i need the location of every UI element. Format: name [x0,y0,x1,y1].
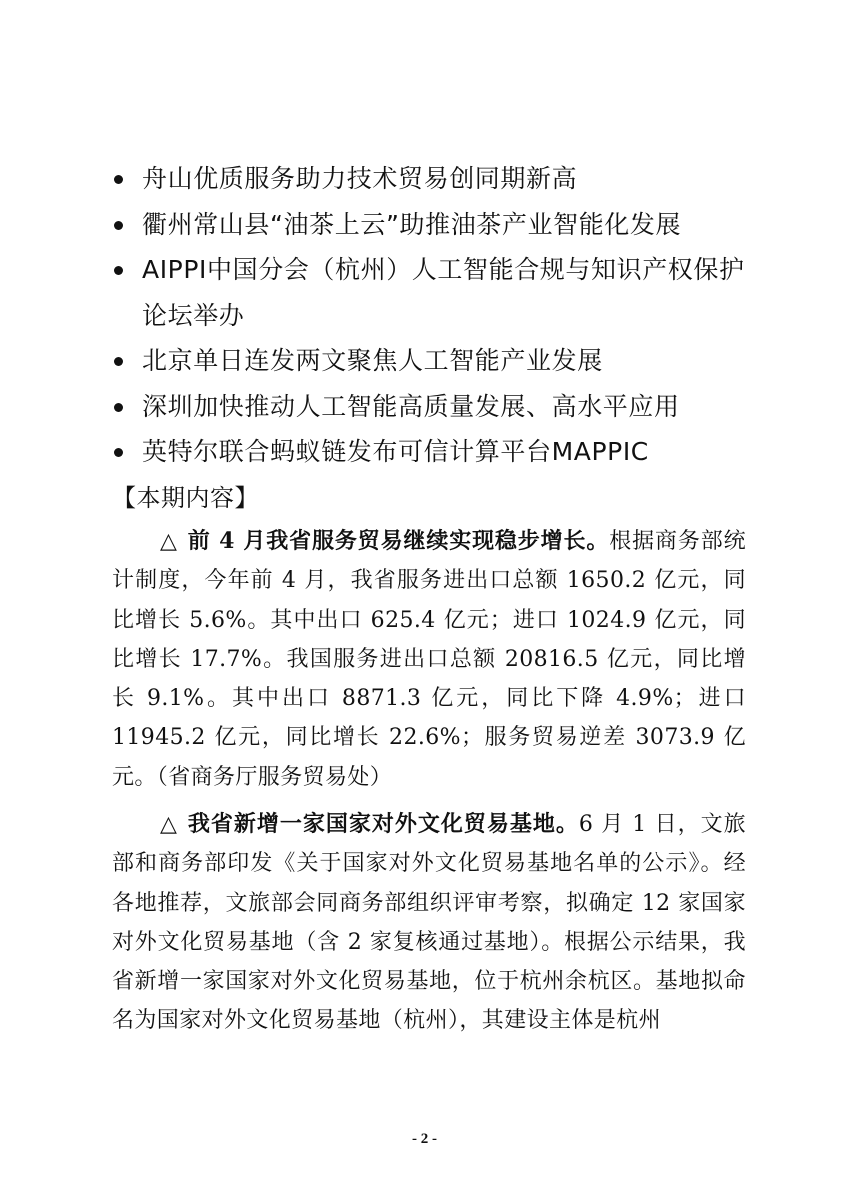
list-item-text: 北京单日连发两文聚焦人工智能产业发展 [142,346,603,375]
bullet-dot-icon [114,357,123,366]
list-item-text: AIPPI中国分会（杭州）人工智能合规与知识产权保护论坛举办 [142,255,745,330]
list-item [112,338,752,384]
paragraph-lead: 前 4 月我省服务贸易继续实现稳步增长。 [187,528,610,554]
paragraph-body: 6 月 1 日，文旅部和商务部印发《关于国家对外文化贸易基地名单的公示》。经各地推荐，文旅部会同商务部组织评审考察，拟确定 12 家国家对外文化贸易基地（含 2 家复核通过基地）。根据公示结果，我省新增一家国家对外文化贸易基地，位于杭州余杭区。基地拟命名为国家对外文化贸易基地（杭州），其建设主体是杭州 [112,812,746,1034]
list-item-text: 衢州常山县“油茶上云”助推油茶产业智能化发展 [142,209,682,239]
news-paragraph [112,522,746,797]
triangle-icon: △ [160,529,178,554]
news-paragraph [112,805,746,1041]
list-item-text: 英特尔联合蚂蚁链发布可信计算平台MAPPIC [142,437,649,466]
list-item [112,202,752,248]
bullet-dot-icon [114,221,123,230]
list-item-text: 舟山优质服务助力技术贸易创同期新高 [142,164,578,193]
list-item [112,429,752,475]
list-item [112,247,752,338]
list-item [112,156,752,202]
triangle-icon: △ [160,812,178,837]
bullet-dot-icon [114,448,123,457]
section-heading: 【本期内容】 [112,484,259,512]
bullet-dot-icon [114,403,123,412]
headline-list [112,156,752,475]
paragraph-body: 根据商务部统计制度，今年前 4 月，我省服务进出口总额 1650.2 亿元，同比增长 5.6%。其中出口 625.4 亿元；进口 1024.9 亿元，同比增长 17.7%。我国服务进出口总额 20816.5 亿元，同比增长 9.1%。其中出口 8871.3 亿元，同比下降 4.9%；进口 11945.2 亿元，同比增长 22.6%；服务贸易逆差 3073.9 亿元。（省商务厅服务贸易处） [112,529,746,790]
paragraph-lead: 我省新增一家国家对外文化贸易基地。 [187,811,579,837]
bullet-dot-icon [114,175,123,184]
list-item-text: 深圳加快推动人工智能高质量发展、高水平应用 [142,391,680,421]
page-number: - 2 - [412,1131,437,1147]
list-item [112,384,752,430]
bullet-dot-icon [114,266,123,275]
